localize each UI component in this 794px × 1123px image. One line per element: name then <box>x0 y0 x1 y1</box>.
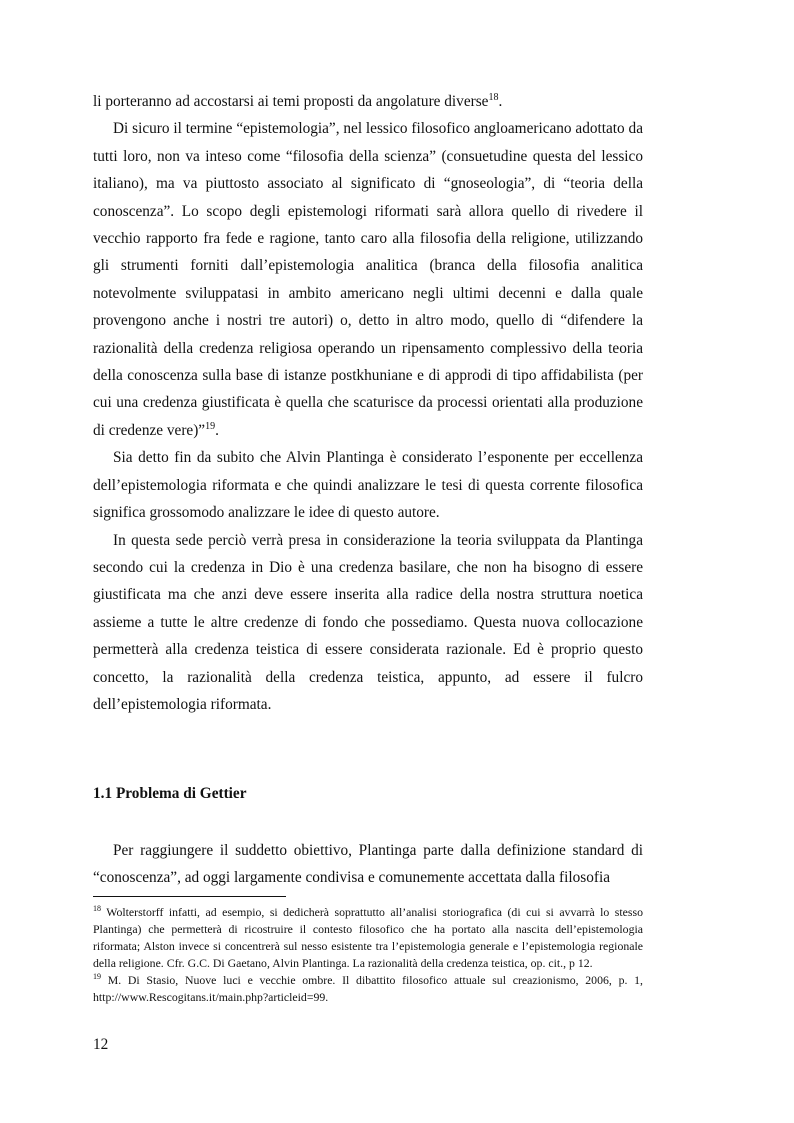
footnote-19: $^{19}$ M. Di Stasio, Nuove luci e vecchie ombre. Il dibattito filosofico attuale sul creazionismo, 2006, p. 1, http://www.Rescogitans.it/main.php?articleid=99. <box>93 971 643 1004</box>
footnote-18: $^{18}$ Wolterstorff infatti, ad esempio, si dedicherà soprattutto all’analisi storiografica (di cui si avvarrà lo stesso Plantinga) che permetterà di ricostruire il contesto filosofico che ha portato alla nascita dell’epistemologia riformata; Alston invece si concentrerà sul nesso esistente tra l’epistemologia generale e l’epistemologia regionale della religione. Cfr. G.C. Di Gaetano, Alvin Plantinga. La razionalità della credenza teistica, op. cit., p 12. <box>93 904 643 970</box>
paragraph-2: Di sicuro il termine “epistemologia”, nel lessico filosofico angloamericano adottato da tutti loro, non va inteso come “filosofia della scienza” (consuetudine questa del lessico italiano), ma va piuttosto associato al significato di “gnoseologia”, di “teoria della conoscenza”. Lo scopo degli epistemologi riformati sarà allora quello di rivedere il vecchio rapporto fra fede e ragione, tanto caro alla filosofia della religione, utilizzando gli strumenti forniti dall’epistemologia analitica (branca della filosofia analitica notevolmente sviluppatasi in ambito americano negli ultimi decenni e dalla quale provengono anche i nostri tre autori) o, detto in altro modo, quello di “difendere la razionalità della credenza religiosa operando un ripensamento complessivo della teoria della conoscenza sulla base di istanze postkhuniane e di approdi di tipo affidabilista (per cui una credenza giustificata è quella che scaturisce da processi orientati alla produzione di credenze vere)”$^{19}$. <box>93 120 643 439</box>
paragraph-4: In questa sede perciò verrà presa in considerazione la teoria sviluppata da Plantinga secondo cui la credenza in Dio è una credenza basilare, che non ha bisogno di essere giustificata ma che anzi deve essere inserita alla radice della nostra struttura noetica assieme a tutte le altre credenze di fondo che possediamo. Questa nuova collocazione permetterà alla credenza teistica di essere considerata razionale. Ed è proprio questo concetto, la razionalità della credenza teistica, appunto, ad essere il fulcro dell’epistemologia riformata. <box>93 531 643 713</box>
footnote-ref-19[interactable]: 19 <box>205 420 216 432</box>
paragraph-1: li porteranno ad accostarsi ai temi proposti da angolature diverse$^{18}$. <box>93 92 503 110</box>
section-paragraph: Per raggiungere il suddetto obiettivo, Plantinga parte dalla definizione standard di “conoscenza”, ad oggi largamente condivisa e comunemente accettata dalla filosofia <box>93 842 643 887</box>
body-text <box>93 88 643 718</box>
page-number: 12 <box>93 1036 109 1053</box>
document-page <box>93 88 643 1053</box>
footnotes <box>93 904 643 1005</box>
section-body <box>93 837 643 892</box>
section-heading: 1.1 Problema di Gettier <box>93 785 247 802</box>
footnote-divider <box>93 896 286 897</box>
paragraph-3: Sia detto fin da subito che Alvin Plantinga è considerato l’esponente per eccellenza dell’epistemologia riformata e che quindi analizzare le tesi di questa corrente filosofica significa grossomodo analizzare le idee di questo autore. <box>93 449 643 522</box>
footnote-ref-18[interactable]: 18 <box>488 92 499 103</box>
